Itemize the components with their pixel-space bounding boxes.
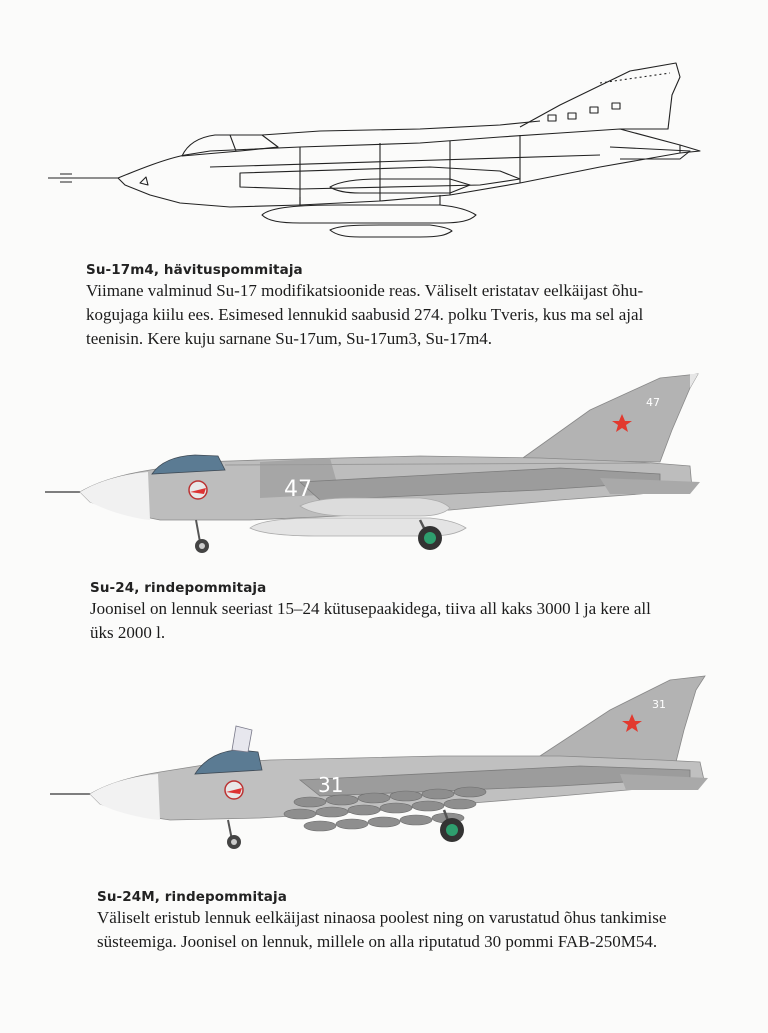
su-17-drop-tank [262,205,476,223]
su-24m-side-number: 31 [318,773,344,797]
section-3-title: Su-24M, rindepommitaja [97,889,287,905]
section-1-body [86,279,643,351]
section-2-line-1: Joonisel on lennuk seeriast 15–24 kütusepaakidega, tiiva all kaks 3000 l ja kere all [90,599,651,618]
section-3-line-2: süsteemiga. Joonisel on lennuk, millele on alla riputatud 30 pommi FAB-250M54. [97,932,658,951]
section-2-title: Su-24, rindepommitaja [90,580,267,596]
section-3-line-1: Väliselt eristub lennuk eelkäijast ninaosa poolest ning on varustatud õhus tankimise [97,908,667,927]
su-17-vertical-tail [520,63,680,129]
su-24-vertical-tail [520,374,698,462]
section-2-line-2: üks 2000 l. [90,623,166,642]
su-24-side-number: 47 [284,477,312,502]
section-1-line-1: Viimane valminud Su-17 modifikatsioonide reas. Väliselt eristatav eelkäijast õhu- [86,281,644,300]
su-24m-vertical-tail [540,676,705,762]
section-1-line-3: teenisin. Kere kuju sarnane Su-17um, Su-17um3, Su-17m4. [86,329,493,348]
su-24m-illustration [0,670,768,860]
section-1-title: Su-17m4, hävituspommitaja [86,262,303,278]
su-24m-canopy [195,750,262,774]
su-24-fin-number: 47 [646,396,660,409]
su-24-illustration [0,370,768,560]
section-3-body [97,906,666,954]
section-1-line-2: kogujaga kiilu ees. Esimesed lennukid saabusid 274. polku Tveris, kus ma sel ajal [86,305,644,324]
su-17m4-illustration [0,55,768,245]
su-24m-fin-number: 31 [652,698,666,711]
section-2-body [90,597,651,645]
